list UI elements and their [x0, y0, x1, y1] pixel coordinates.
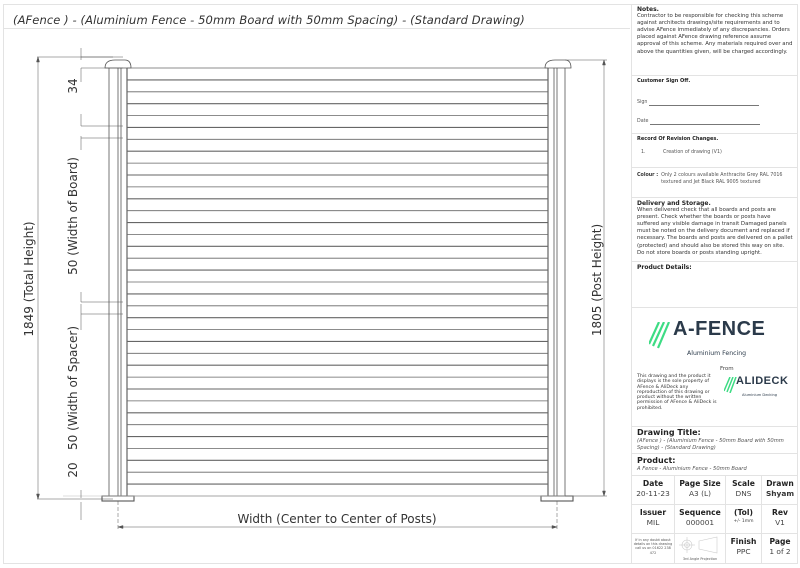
revision-section — [632, 134, 798, 168]
width-label: Width (Center to Center of Posts) — [237, 512, 437, 526]
date-field[interactable] — [650, 119, 760, 125]
afence-wordmark: A-FENCE — [673, 318, 766, 340]
product-heading: Product: — [637, 456, 676, 465]
post-height-label: 1805 (Post Height) — [590, 223, 604, 337]
page-cell: Page 1 of 2 — [762, 534, 798, 564]
fence-boards — [127, 68, 548, 496]
info-grid — [632, 476, 798, 564]
delivery-section — [632, 198, 798, 262]
drawing-title-text: (AFence ) - (Aluminium Fence - 50mm Board with 50mm Spacing) - (Standard Drawing) — [637, 438, 784, 451]
revision-item: 1. Creation of drawing (V1) — [641, 150, 722, 156]
drawing-title-section — [632, 426, 798, 454]
right-post — [541, 60, 573, 530]
date-label: Date — [637, 119, 649, 125]
from-label: From — [720, 366, 734, 372]
signoff-heading: Customer Sign Off. — [637, 78, 691, 84]
total-height-label: 1849 (Total Height) — [22, 221, 36, 337]
drawing-title-heading: Drawing Title: — [637, 428, 701, 437]
spacer-width-label: 50 (Width of Spacer) — [66, 325, 80, 451]
notes-heading: Notes. — [637, 6, 659, 13]
alideck-wordmark: ALIDECK — [736, 375, 789, 387]
scale-cell: Scale DNS — [726, 476, 762, 505]
notes-text: Contractor to be responsible for checking this scheme against architects drawings/site requirements and to advise AFence immediately of any discrepancies. Orders placed against AFence drawing reference assume approval of this scheme. Any materials required over and above the quantities given, will be charged accordingly. — [637, 13, 793, 55]
revision-heading: Record Of Revision Changes. — [637, 136, 719, 142]
detail-dimensions — [81, 48, 123, 520]
finish-cell: Finish PPC — [726, 534, 762, 564]
delivery-heading: Delivery and Storage. — [637, 200, 711, 207]
afence-tagline: Aluminium Fencing — [687, 350, 747, 357]
afence-logo — [649, 318, 789, 362]
sign-label: Sign — [637, 100, 648, 106]
board-width-label: 50 (Width of Board) — [66, 157, 80, 275]
product-text: A Fence - Aluminium Fence - 50mm Board — [637, 466, 747, 472]
date-cell: Date 20-11-23 — [632, 476, 675, 505]
title-bar — [3, 4, 630, 29]
drawing-title: (AFence ) - (Aluminium Fence - 50mm Board with 50mm Spacing) - (Standard Drawing) — [13, 13, 525, 27]
sign-field[interactable] — [649, 100, 759, 106]
rev-cell: Rev V1 — [762, 505, 798, 534]
top-gap-label: 34 — [66, 78, 80, 94]
signoff-section — [632, 76, 798, 134]
bottom-gap-label: 20 — [66, 462, 80, 478]
notes-section — [632, 4, 798, 76]
delivery-text: When delivered check that all boards and posts are present. Check whether the boards or posts have suffered any visible damage in transit Damaged panels must be noted on the delivery document and replaced if necessary. The boards and posts are delivered on a pallet (protected) and should also be stored this way on site. Do not store boards or posts standing upright. — [637, 207, 793, 256]
title-block-panel — [631, 4, 798, 564]
contact-cell: If in any doubt about details on this drawing call us on 01622 238 472 — [632, 534, 675, 564]
colour-text: Only 2 colours available Anthracite Grey RAL 7016 textured and Jet Black RAL 9005 textured — [661, 173, 783, 185]
sequence-cell: Sequence 000001 — [675, 505, 726, 534]
colour-section — [632, 168, 798, 198]
left-post — [102, 60, 134, 530]
drawn-cell: Drawn Shyam — [762, 476, 798, 505]
alideck-logo — [724, 377, 796, 402]
projection-cell: 3rd Angle Projection — [675, 534, 726, 564]
alideck-tagline: Aluminium Decking — [742, 393, 778, 397]
fence-elevation-svg — [3, 30, 630, 564]
product-details-heading: Product Details: — [637, 264, 692, 271]
page-size-cell: Page Size A3 (L) — [675, 476, 726, 505]
tolerance-cell: (Tol) +/- 1mm — [726, 505, 762, 534]
colour-label: Colour : — [637, 173, 659, 178]
product-section — [632, 454, 798, 476]
logo-section — [632, 308, 798, 427]
fence-drawing — [3, 30, 630, 564]
product-details-section — [632, 262, 798, 308]
ownership-disclaimer: This drawing and the product it displays is the sole property of AFence & AliDeck any reproduction of this drawing or product without the written permission of AFence & AliDeck is prohibited. — [637, 374, 717, 411]
issuer-cell: Issuer MIL — [632, 505, 675, 534]
third-angle-projection-icon — [677, 536, 723, 554]
